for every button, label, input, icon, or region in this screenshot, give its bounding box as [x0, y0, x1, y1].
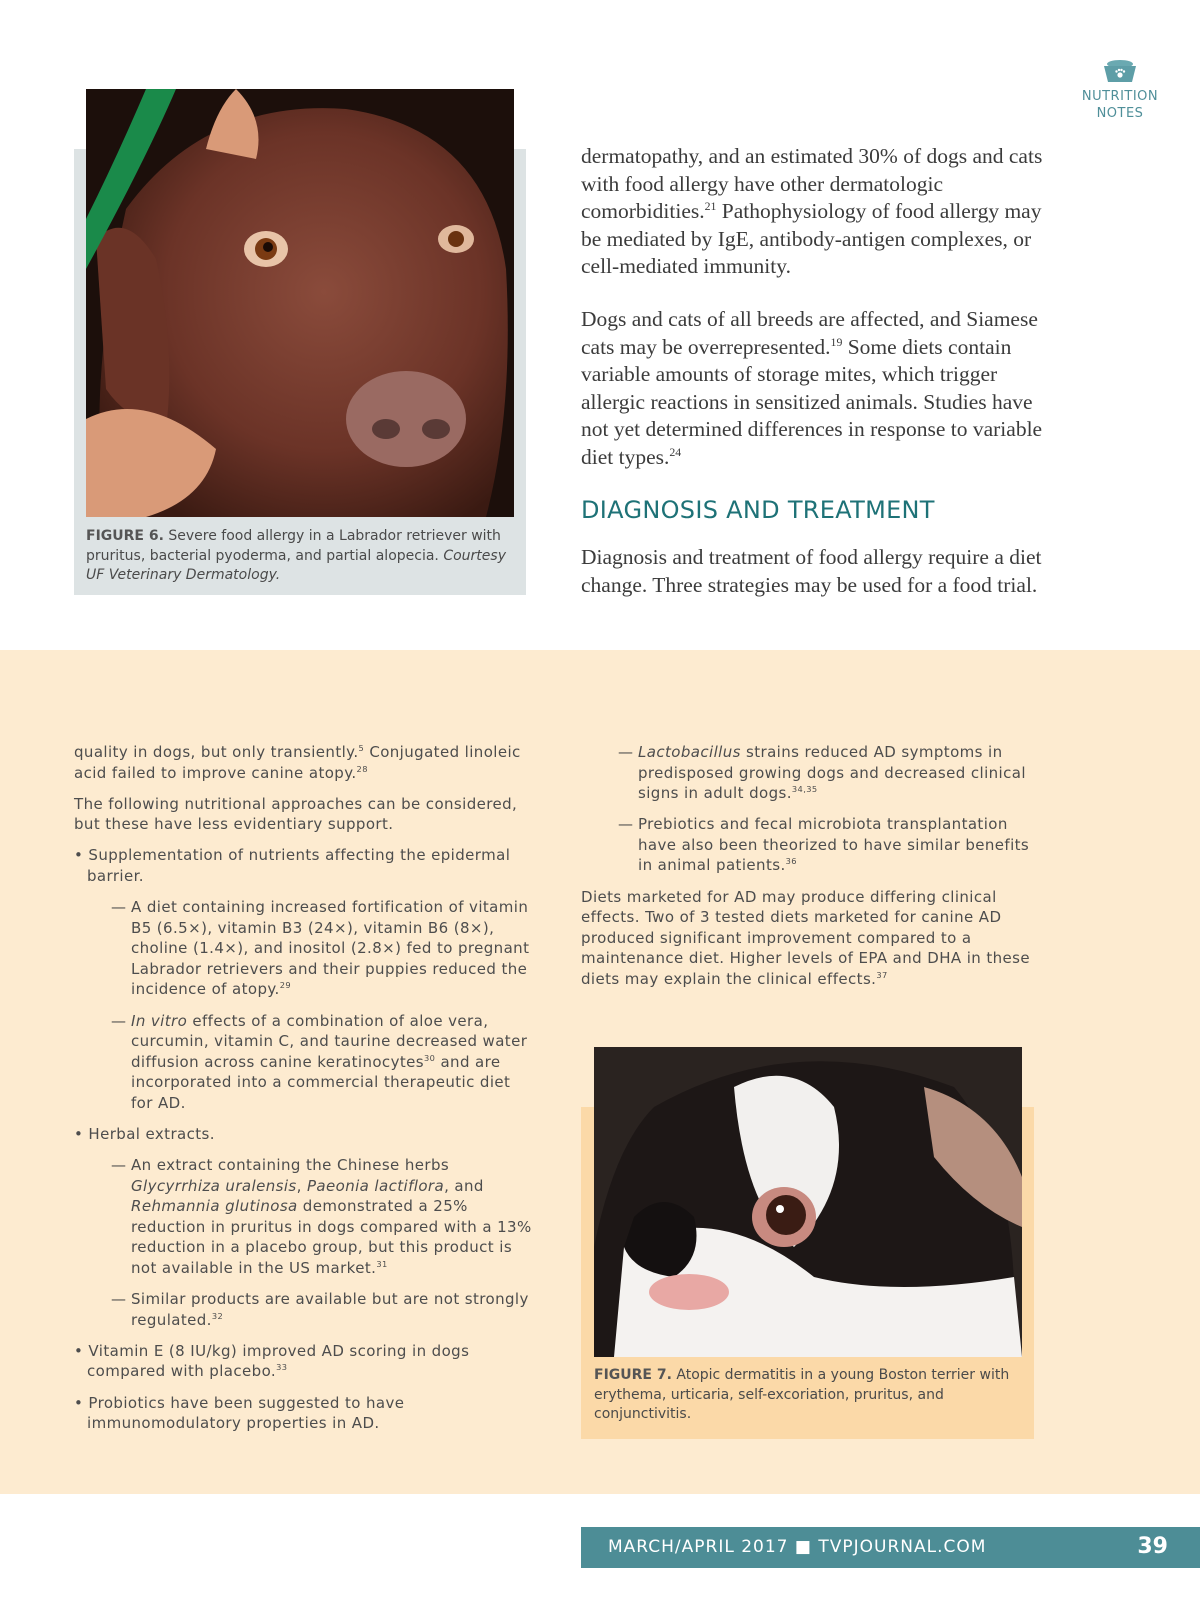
- paragraph-breeds: [581, 306, 1051, 471]
- citation: 31: [376, 1259, 388, 1270]
- pet-bowl-icon: [1098, 56, 1142, 86]
- citation: 19: [830, 334, 843, 349]
- text-span: An extract containing the Chinese herbs: [131, 1156, 450, 1175]
- italic-span: Paeonia lactiflora: [306, 1176, 445, 1195]
- citation: 36: [785, 856, 797, 867]
- list-item: [74, 1124, 534, 1145]
- text-span: , and: [444, 1176, 484, 1195]
- bullet: •: [74, 1393, 84, 1412]
- section-label-line2: NOTES: [1096, 106, 1144, 121]
- figure-7-photo: [594, 1047, 1022, 1357]
- text-span: demonstrated a 25% reduction in pruritus in dogs compared with a 13% reduction in a placebo group, but this product is not available in the US market.: [131, 1197, 532, 1278]
- figure-6-photo: [86, 89, 514, 517]
- italic-span: In vitro: [131, 1011, 188, 1030]
- sub-list-item: [74, 1289, 534, 1330]
- text-span: Supplementation of nutrients affecting the epidermal barrier.: [87, 846, 511, 885]
- dash: —: [111, 1011, 127, 1030]
- text-span: Dogs and cats of all breeds are affected, and Siamese cats may be overrepresented.: [581, 307, 1038, 359]
- figure-7-text: Atopic dermatitis in a young Boston terrier with erythema, urticaria, self-excoriation, pruritus, and conjunctivitis.: [594, 1367, 1010, 1422]
- paragraph-comorbidities: [581, 143, 1051, 281]
- text-span: Probiotics have been suggested to have immunomodulatory properties in AD.: [87, 1393, 405, 1433]
- bullet: •: [74, 1125, 84, 1143]
- citation: 21: [704, 198, 717, 213]
- text-span: Diets marketed for AD may produce differing clinical effects. Two of 3 tested diets marketed for canine AD produced significant improvement compared to a maintenance diet. Higher levels of EPA and DHA in these diets may explain the clinical effects.: [581, 887, 1031, 988]
- text-span: Pathophysiology of food allergy may be mediated by IgE, antibody-antigen complexes, or cell-mediated immunity.: [581, 199, 1042, 278]
- figure-6-credit: Courtesy UF Veterinary Dermatology.: [86, 547, 506, 583]
- text-span: Vitamin E (8 IU/kg) improved AD scoring in dogs compared with placebo.: [87, 1341, 470, 1381]
- citation: 32: [211, 1310, 224, 1321]
- citation: 30: [423, 1052, 436, 1063]
- left-column: [74, 742, 534, 1444]
- section-heading: DIAGNOSIS AND TREATMENT: [581, 496, 935, 524]
- sub-list-item: [74, 1155, 534, 1279]
- paragraph: [74, 742, 534, 783]
- italic-span: Lactobacillus: [638, 743, 741, 761]
- issue-and-site: MARCH/APRIL 2017 ■ TVPJOURNAL.COM: [608, 1537, 987, 1557]
- citation: 24: [669, 444, 682, 459]
- paragraph-diagnosis: [581, 544, 1051, 599]
- dash: —: [618, 743, 634, 761]
- figure-7-caption: [594, 1366, 1024, 1425]
- text-span: Some diets contain variable amounts of storage mites, which trigger allergic reactions in sensitized animals. Studies have not yet determined differences in response to variable diet types.: [581, 334, 1043, 469]
- text-span: ,: [296, 1176, 307, 1195]
- list-item: [74, 1393, 534, 1434]
- dash: —: [111, 898, 127, 917]
- text-span: Herbal extracts.: [88, 1125, 215, 1143]
- text-span: and are incorporated into a commercial therapeutic diet for AD.: [131, 1052, 511, 1112]
- citation: 33: [276, 1362, 288, 1373]
- citation: 29: [279, 980, 292, 991]
- citation: 5: [358, 743, 365, 753]
- text-span: A diet containing increased fortification of vitamin B5 (6.5×), vitamin B3 (24×), vitamin B6 (8×), choline (1.4×), and inositol (2.8×) fed to pregnant Labrador retrievers and their puppies reduced the incidence of atopy.: [131, 898, 530, 999]
- italic-span: Glycyrrhiza uralensis: [131, 1176, 297, 1195]
- text-span: Conjugated linoleic acid failed to improve canine atopy.: [74, 743, 521, 782]
- dash: —: [618, 815, 634, 834]
- text-span: effects of a combination of aloe vera, curcumin, vitamin C, and taurine decreased water diffusion across canine keratinocytes: [131, 1011, 528, 1071]
- dash: —: [111, 1290, 127, 1309]
- bullet: •: [74, 1341, 84, 1360]
- list-item: [74, 845, 534, 886]
- sub-list-item: [74, 1011, 534, 1114]
- page-footer: [581, 1527, 1200, 1568]
- italic-span: Rehmannia glutinosa: [131, 1197, 298, 1216]
- dash: —: [111, 1156, 127, 1175]
- bullet: •: [74, 846, 84, 865]
- sub-list-item: [581, 742, 1031, 804]
- text-span: strains reduced AD symptoms in predisposed growing dogs and decreased clinical signs in adult dogs.: [638, 743, 1026, 803]
- right-column: [581, 742, 1031, 1000]
- figure-6-caption: [86, 527, 516, 586]
- sub-list-item: [74, 897, 534, 1000]
- text-span: Prebiotics and fecal microbiota transplantation have also been theorized to have similar benefits in animal patients.: [638, 815, 1030, 875]
- text-span: dermatopathy, and an estimated 30% of dogs and cats with food allergy have other dermatologic comorbidities.: [581, 144, 1043, 223]
- text-span: Diagnosis and treatment of food allergy require a diet change. Three strategies may be used for a food trial.: [581, 545, 1042, 597]
- sub-list-item: [581, 814, 1031, 876]
- figure-7-label: FIGURE 7.: [594, 1367, 672, 1383]
- list-item: [74, 1341, 534, 1382]
- paragraph: [581, 887, 1031, 990]
- page-number: 39: [1137, 1534, 1168, 1559]
- text-span: quality in dogs, but only transiently.: [74, 743, 359, 761]
- paragraph: The following nutritional approaches can be considered, but these have less evidentiary support.: [74, 794, 518, 834]
- section-label-line1: NUTRITION: [1081, 89, 1159, 104]
- citation: 28: [356, 763, 368, 774]
- citation: 37: [876, 969, 888, 980]
- citation: 34,35: [791, 784, 818, 795]
- section-logo: [1070, 56, 1170, 122]
- figure-6-text: Severe food allergy in a Labrador retriever with pruritus, bacterial pyoderma, and partial alopecia.: [86, 528, 501, 564]
- text-span: Similar products are available but are not strongly regulated.: [131, 1290, 529, 1329]
- figure-6-label: FIGURE 6.: [86, 528, 164, 544]
